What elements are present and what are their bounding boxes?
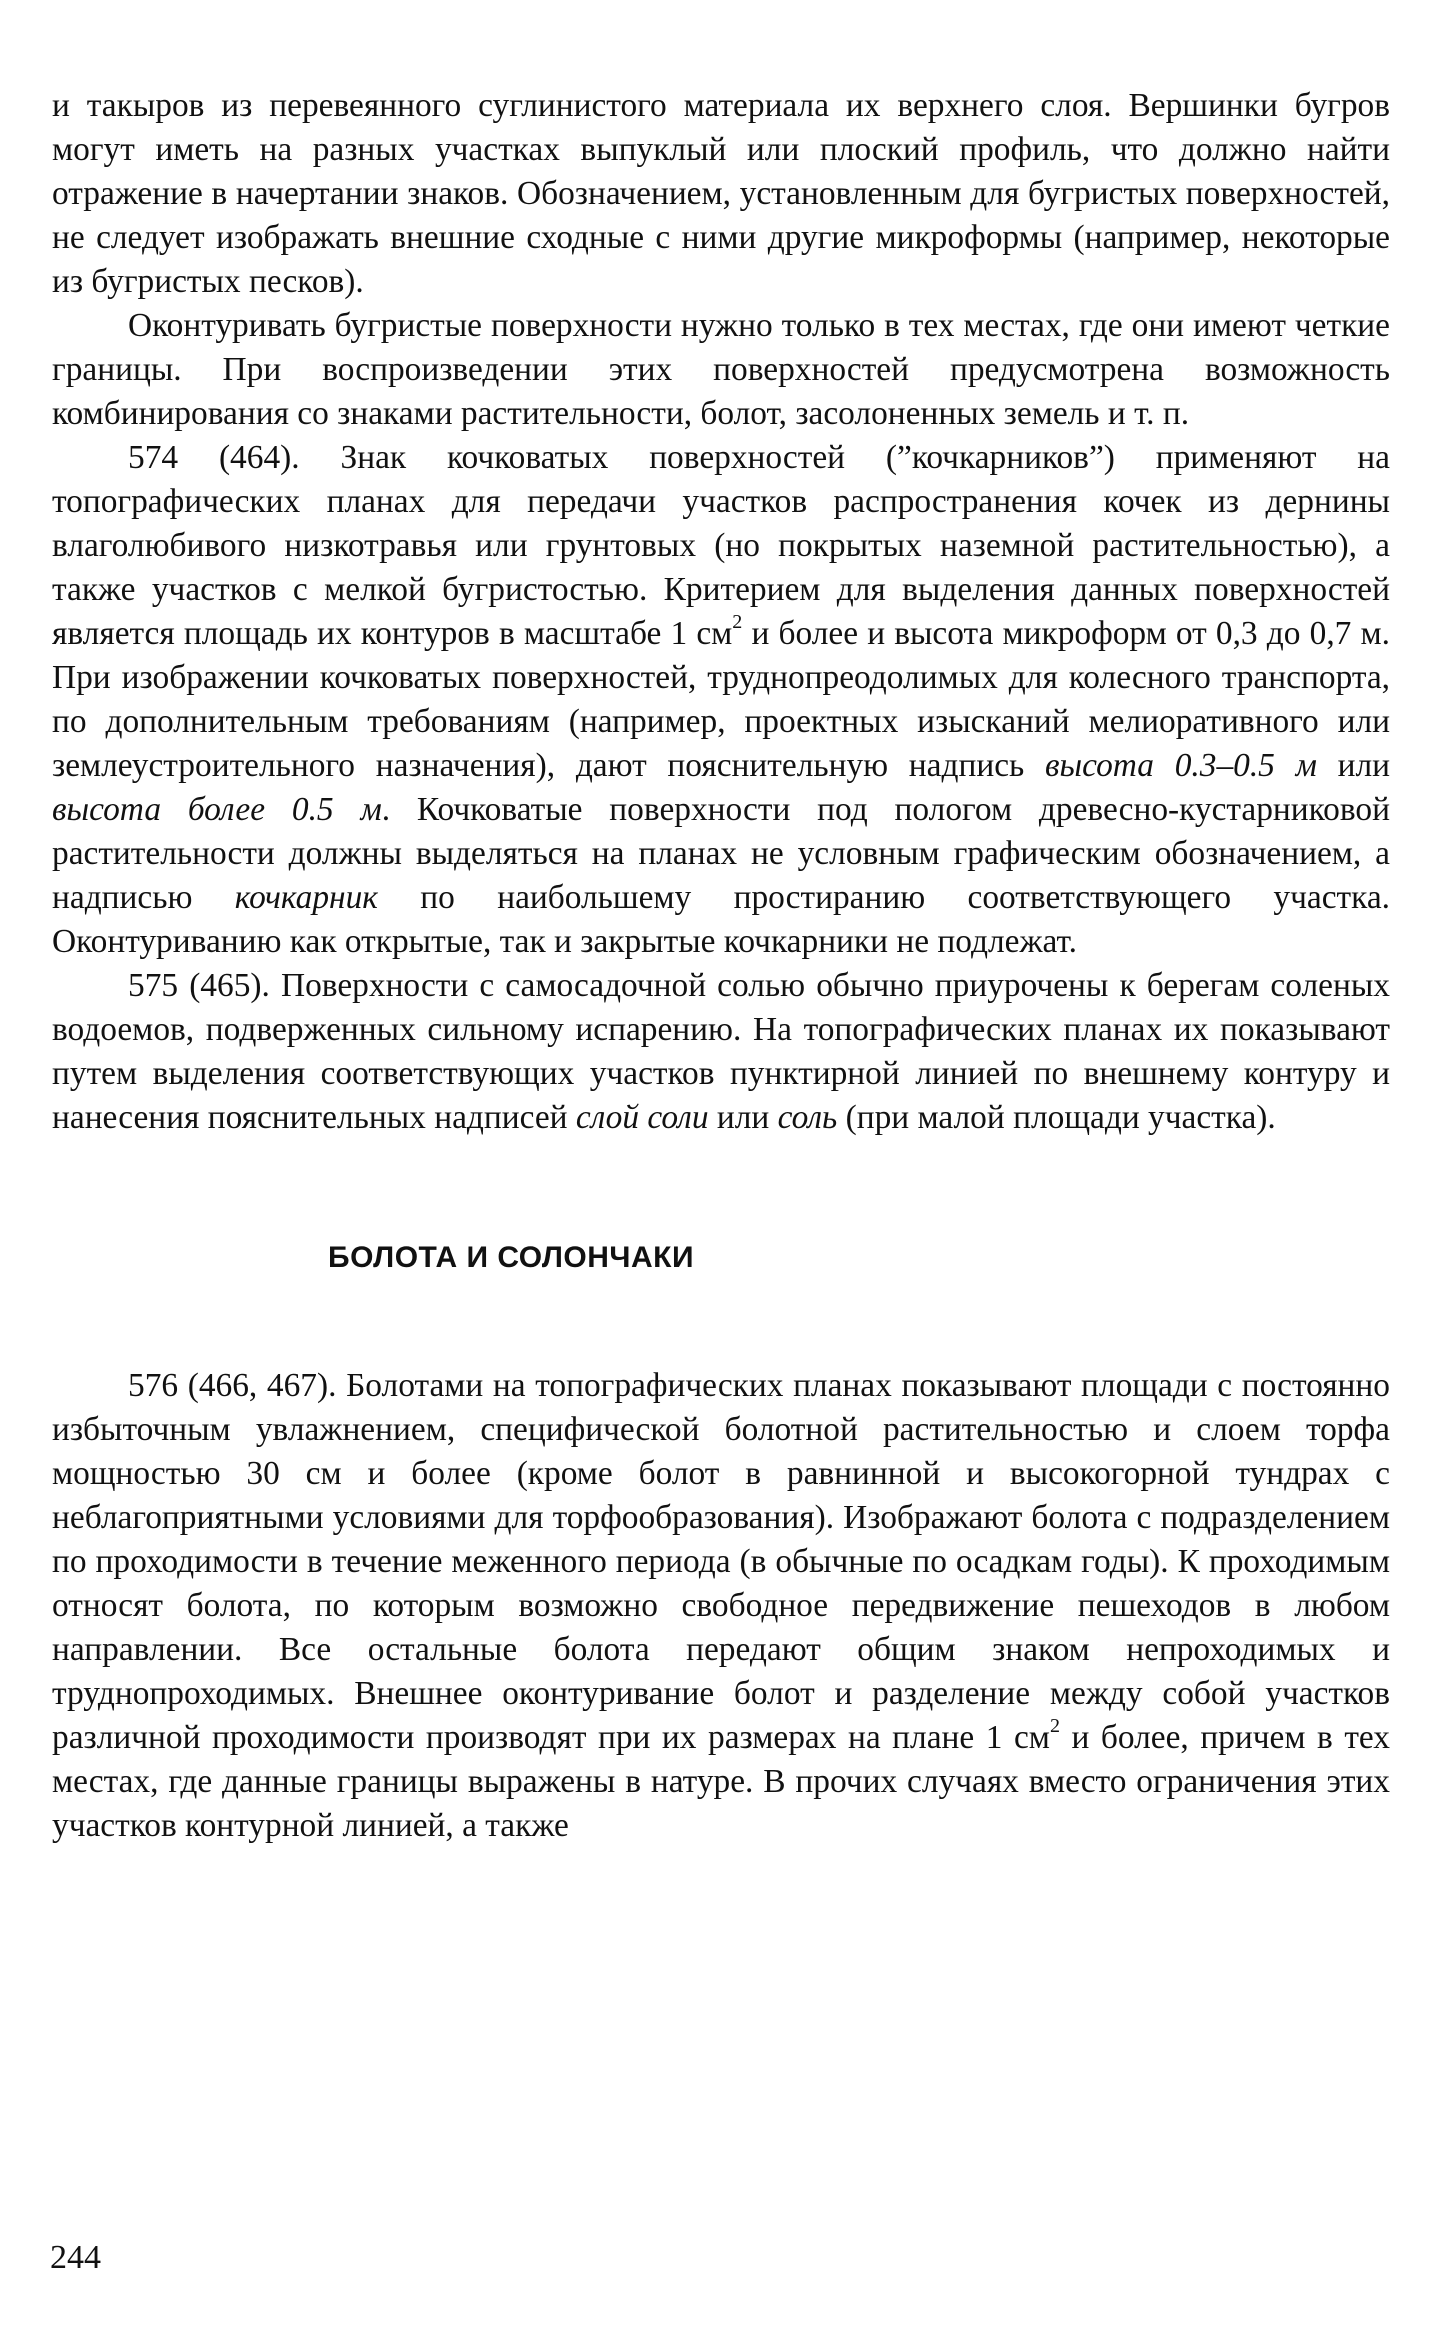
italic-label-kochkarnik: кочкарник [234,879,378,916]
paragraph-575-text-a: 575 (465). Поверхности с самосадочной солью обычно приурочены к берегам соленых водоемов, подверженных сильному испарению. На топографических планах их показывают путем выделения соответствующих участков пунктирной линией по внешнему контуру и нанесения пояснительных надписей [52,967,1390,1136]
paragraph-574-text-b: и более и высота микроформ от 0,3 до 0,7 м. При изображении кочковатых поверхностей, труднопреодолимых для колесного транспорта, по дополнительным требованиям (например, проектных изысканий мелиоративного или землеустроительного назначения), дают пояснительную надпись [52,615,1390,784]
paragraph-575-text-c: (при малой площади участка). [837,1099,1276,1136]
paragraph-continuation: и такыров из перевеянного суглинистого материала их верхнего слоя. Вершинки бугров могут иметь на разных участках выпуклый или плоский профиль, что должно найти отражение в начертании знаков. Обозначением, установленным для бугристых поверхностей, не следует изображать внешние сходные с ними другие микроформы (например, некоторые из бугристых песков). [52,87,1390,300]
paragraph-574-text-c: или [1316,747,1391,784]
italic-label-salt-layer: слой соли [575,1099,709,1136]
paragraph-574 [52,436,1390,964]
paragraph-574-text-e: по наибольшему простиранию соответствующего участка. Оконтуриванию как открытые, так и закрытые кочкарники не подлежат. [52,879,1390,960]
paragraph-contouring: Оконтуривать бугристые поверхности нужно только в тех местах, где они имеют четкие границы. При воспроизведении этих поверхностей предусмотрена возможность комбинирования со знаками растительности, болот, засолоненных земель и т. п. [52,307,1390,432]
italic-label-height-over: высота более 0.5 м [52,791,382,828]
section-heading: БОЛОТА И СОЛОНЧАКИ [328,1241,695,1274]
paragraph-576-text-a: 576 (466, 467). Болотами на топографических планах показывают площади с постоянно избыточным увлажнением, специфической болотной растительностью и слоем торфа мощностью 30 см и более (кроме болот в равнинной и высокогорной тундрах с неблагоприятными условиями для торфообразования). Изображают болота с подразделением по проходимости в течение меженного периода (в обычные по осадкам годы). К проходимым относят болота, по которым возможно свободное передвижение пешеходов в любом направлении. Все остальные болота передают общим знаком непроходимых и труднопроходимых. Внешнее оконтуривание болот и разделение между собой участков различной проходимости производят при их размерах на плане 1 см [52,1367,1390,1756]
paragraph-576-text-b: и более, причем в тех местах, где данные границы выражены в натуре. В прочих случаях вместо ограничения этих участков контурной линией, а также [52,1719,1390,1844]
page-number: 244 [50,2239,101,2276]
superscript-2: 2 [1049,1714,1060,1737]
italic-label-height-range: высота 0.3–0.5 м [1044,747,1317,784]
paragraph-576 [52,1364,1390,1848]
paragraph-574-text-d: . Кочковатые поверхности под пологом древесно-кустарниковой растительности должны выделяться на планах не условным графическим обозначением, а надписью [52,791,1390,916]
paragraph-574-text-a: 574 (464). Знак кочковатых поверхностей (”кочкарников”) применяют на топографических планах для передачи участков распространения кочек из дернины влаголюбивого низкотравья или грунтовых (но покрытых наземной растительностью), а также участков с мелкой бугристостью. Критерием для выделения данных поверхностей является площадь их контуров в масштабе 1 см [52,439,1390,652]
superscript-2: 2 [732,610,743,633]
paragraph-575-text-b: или [708,1099,778,1136]
paragraph-575 [52,964,1390,1140]
italic-label-salt: соль [777,1099,838,1136]
page-body [52,84,1390,1848]
